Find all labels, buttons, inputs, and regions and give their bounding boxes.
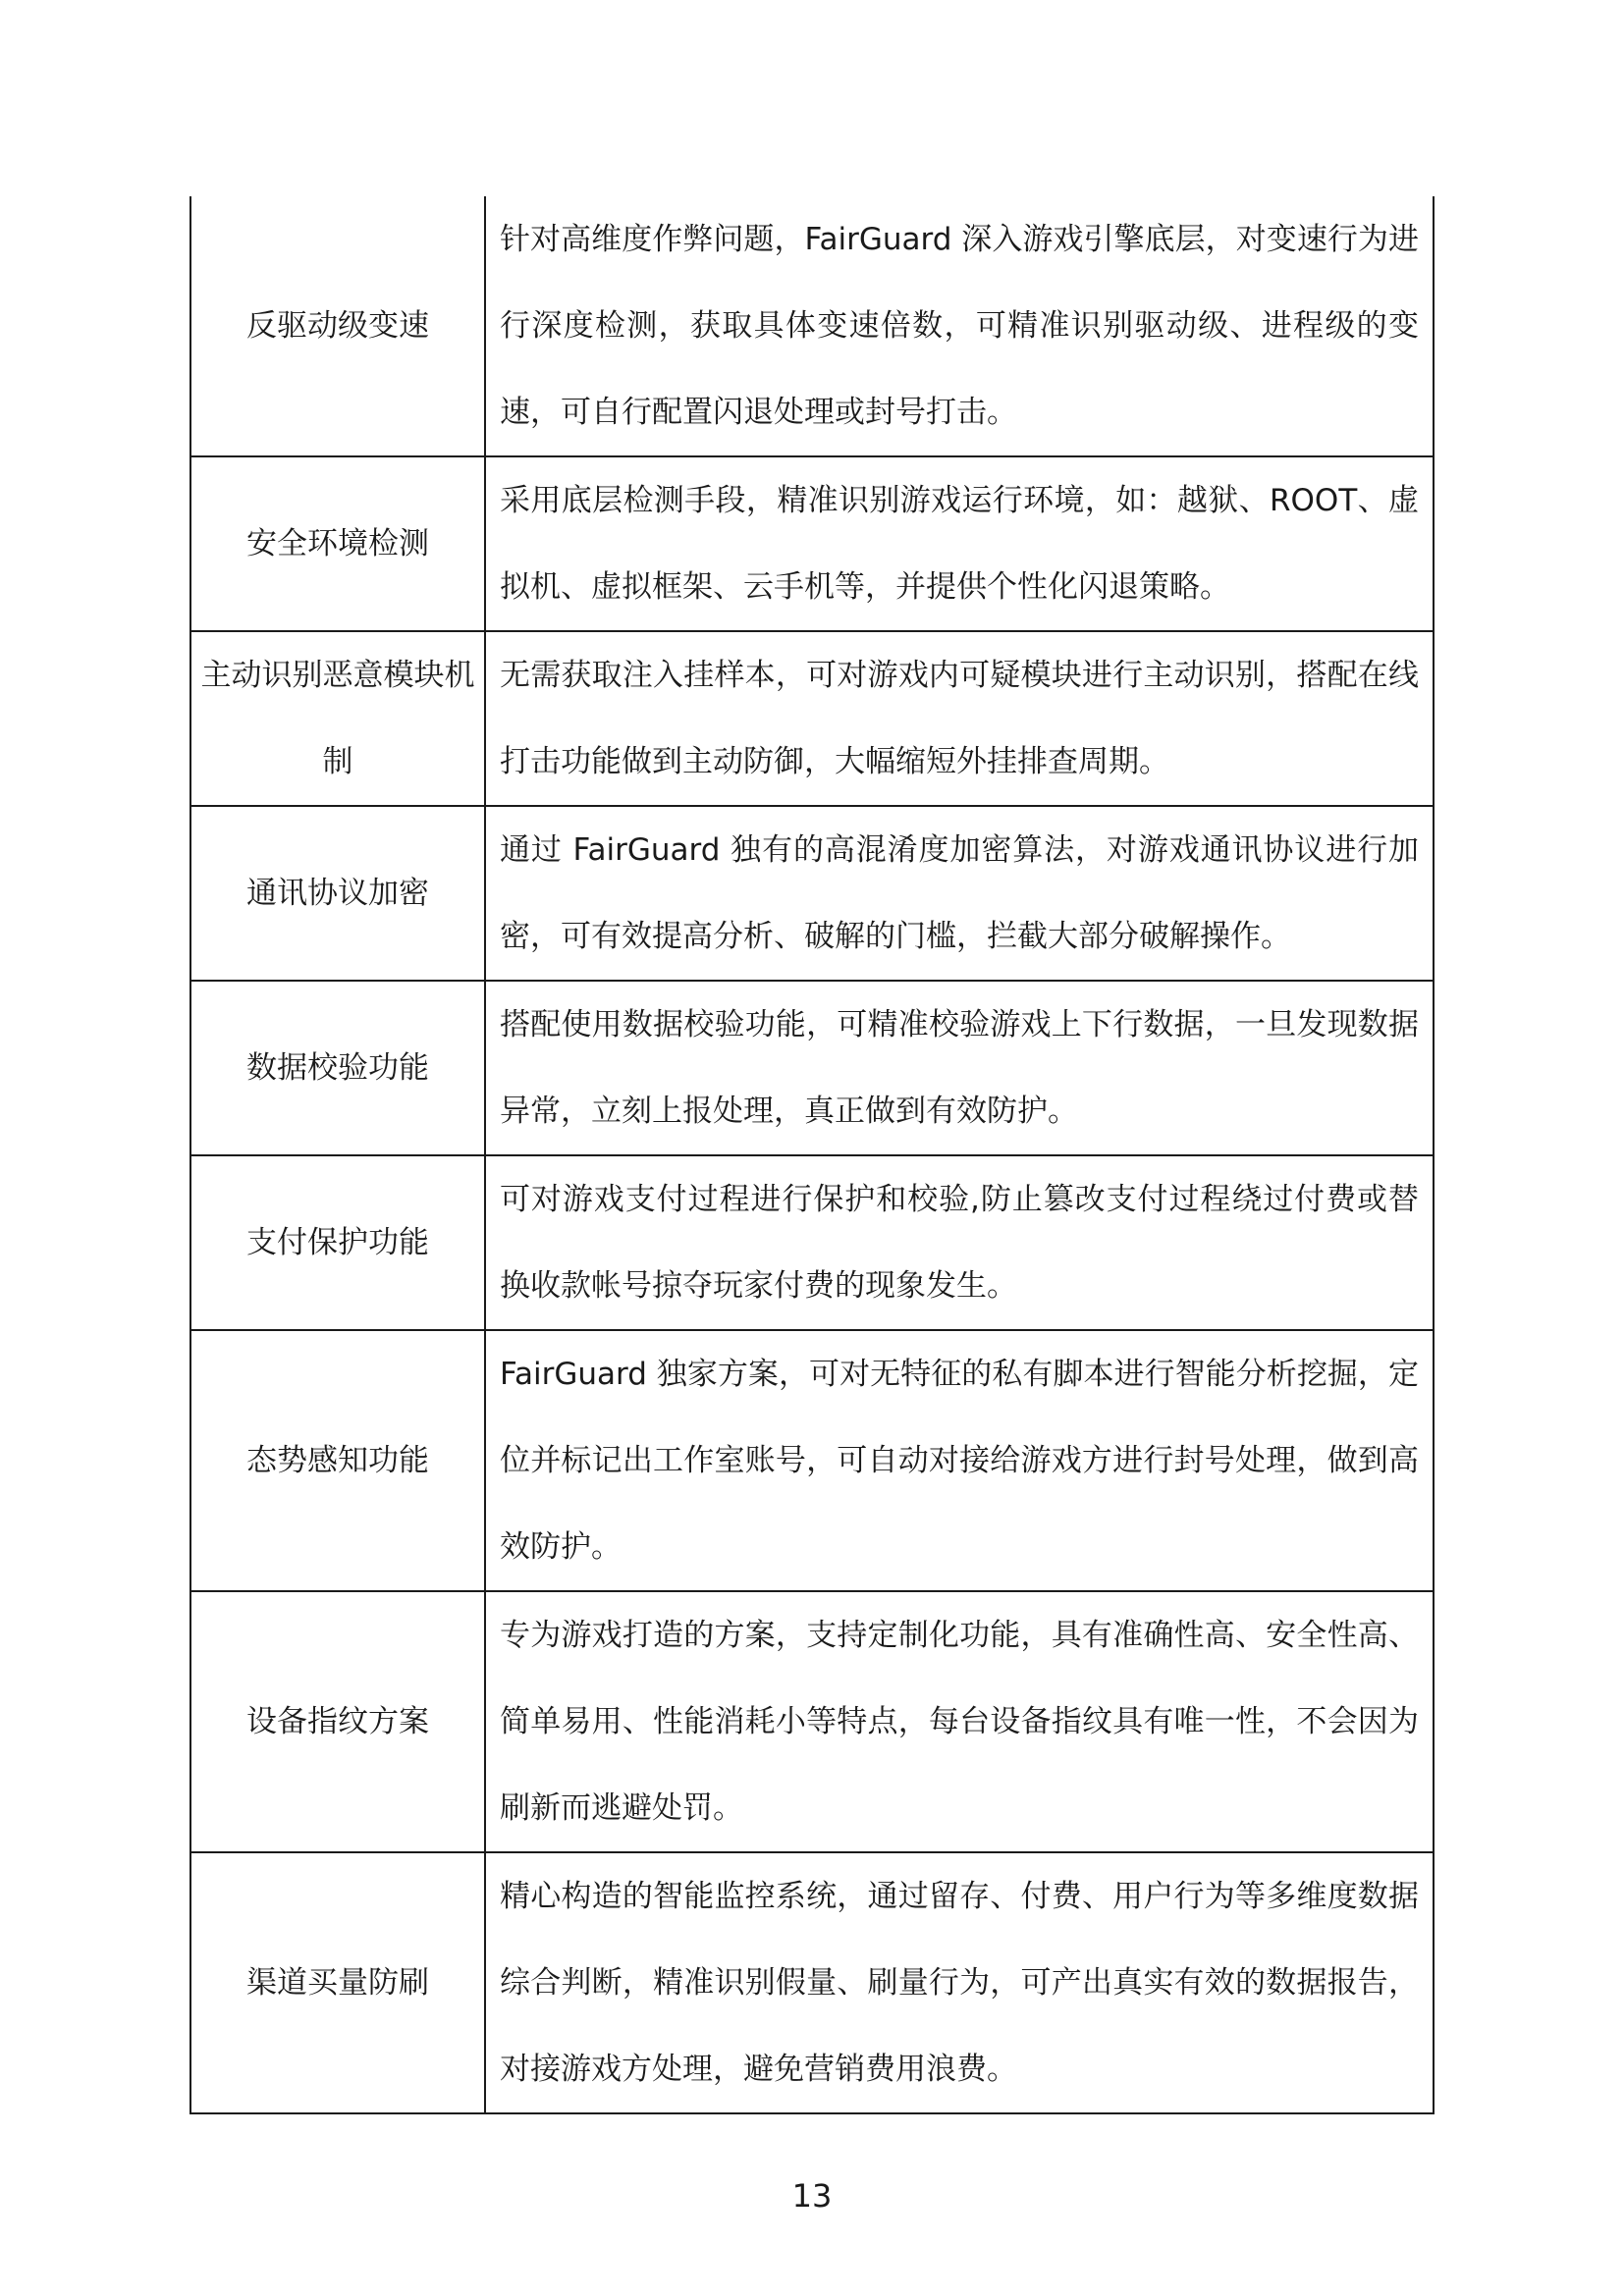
feature-name: 支付保护功能 (190, 1155, 485, 1330)
feature-description: 搭配使用数据校验功能，可精准校验游戏上下行数据，一旦发现数据异常，立刻上报处理，真正做到有效防护。 (485, 981, 1434, 1155)
feature-name: 态势感知功能 (190, 1330, 485, 1591)
feature-name: 安全环境检测 (190, 456, 485, 631)
table-row (190, 1591, 1434, 1852)
table-row (190, 1852, 1434, 2113)
table-row (190, 806, 1434, 981)
table-row (190, 981, 1434, 1155)
page-number: 13 (791, 2177, 833, 2215)
feature-name: 设备指纹方案 (190, 1591, 485, 1852)
table-row (190, 456, 1434, 631)
feature-description: 可对游戏支付过程进行保护和校验,防止篡改支付过程绕过付费或替换收款帐号掠夺玩家付费的现象发生。 (485, 1155, 1434, 1330)
feature-description: 专为游戏打造的方案，支持定制化功能，具有准确性高、安全性高、简单易用、性能消耗小等特点，每台设备指纹具有唯一性，不会因为刷新而逃避处罚。 (485, 1591, 1434, 1852)
table-row (190, 1330, 1434, 1591)
feature-name: 主动识别恶意模块机制 (190, 631, 485, 806)
feature-description: 通过 FairGuard 独有的高混淆度加密算法，对游戏通讯协议进行加密，可有效提高分析、破解的门槛，拦截大部分破解操作。 (485, 806, 1434, 981)
feature-name: 反驱动级变速 (190, 196, 485, 456)
feature-name: 通讯协议加密 (190, 806, 485, 981)
feature-name: 渠道买量防刷 (190, 1852, 485, 2113)
table-row (190, 1155, 1434, 1330)
table-row (190, 631, 1434, 806)
feature-description: 针对高维度作弊问题，FairGuard 深入游戏引擎底层，对变速行为进行深度检测，获取具体变速倍数，可精准识别驱动级、进程级的变速，可自行配置闪退处理或封号打击。 (485, 196, 1434, 456)
feature-description: 采用底层检测手段，精准识别游戏运行环境，如：越狱、ROOT、虚拟机、虚拟框架、云手机等，并提供个性化闪退策略。 (485, 456, 1434, 631)
feature-description: 无需获取注入挂样本，可对游戏内可疑模块进行主动识别，搭配在线打击功能做到主动防御，大幅缩短外挂排查周期。 (485, 631, 1434, 806)
table-row (190, 196, 1434, 456)
feature-name: 数据校验功能 (190, 981, 485, 1155)
feature-description: FairGuard 独家方案，可对无特征的私有脚本进行智能分析挖掘，定位并标记出工作室账号，可自动对接给游戏方进行封号处理，做到高效防护。 (485, 1330, 1434, 1591)
feature-table (189, 196, 1435, 2114)
feature-description: 精心构造的智能监控系统，通过留存、付费、用户行为等多维度数据综合判断，精准识别假量、刷量行为，可产出真实有效的数据报告，对接游戏方处理，避免营销费用浪费。 (485, 1852, 1434, 2113)
